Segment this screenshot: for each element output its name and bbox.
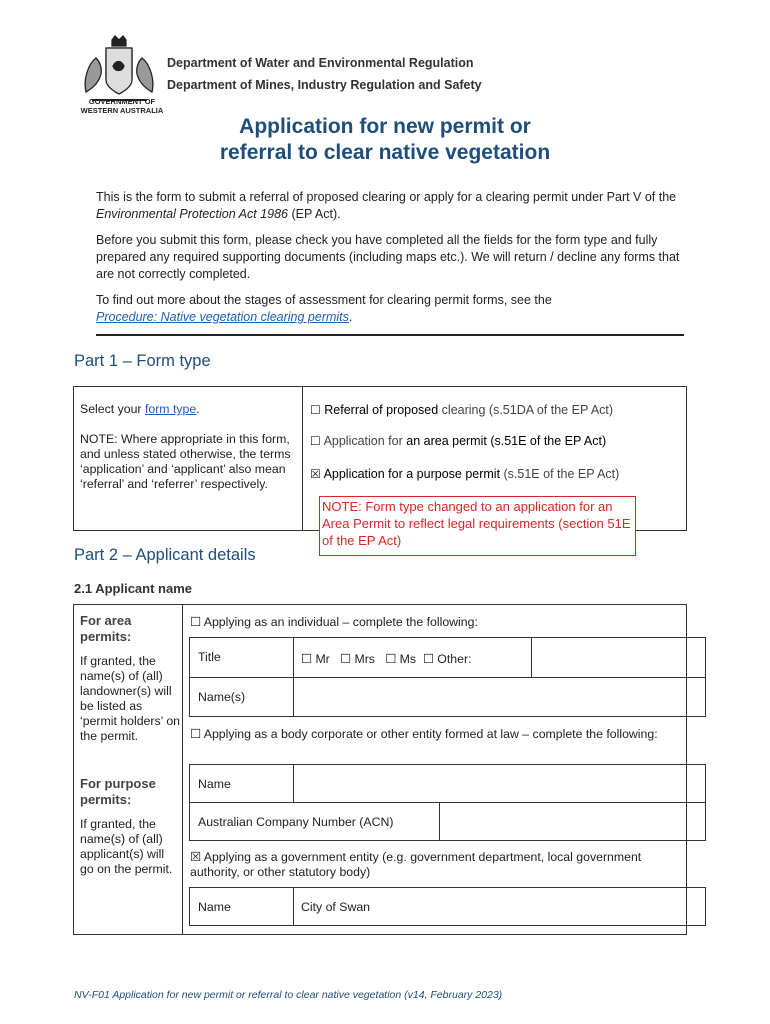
intro-paragraph-1: This is the form to submit a referral of proposed clearing or apply for a clearing permit under Part V of the Environmental Protection Act 1986 (EP Act).	[96, 190, 677, 221]
acn-input[interactable]	[441, 803, 705, 840]
col-line	[531, 637, 532, 677]
option-area-permit[interactable]: ☐ Application for an area permit (s.51E of the EP Act)	[310, 434, 607, 448]
names-input[interactable]	[295, 678, 705, 716]
procedure-link[interactable]: Procedure: Native vegetation clearing permits	[96, 310, 349, 324]
table-divider	[302, 386, 303, 531]
area-permits-text: If granted, the name(s) of (all) landowner(s) will be listed as ‘permit holders’ on the permit.	[80, 654, 181, 743]
form-type-link[interactable]: form type	[144, 402, 197, 416]
intro-paragraph-2: Before you submit this form, please check you have completed all the fields for the form type and fully prepared any required supporting documents (including maps etc.). We will return / decline any forms that are not correctly completed.	[96, 233, 680, 281]
applicant-name-heading: 2.1 Applicant name	[74, 581, 192, 596]
individual-option[interactable]: ☐ Applying as an individual – complete the following:	[190, 615, 478, 629]
body-corporate-option[interactable]: ☐ Applying as a body corporate or other entity formed at law – complete the following:	[190, 727, 658, 741]
government-table	[189, 887, 706, 926]
gov-name-value[interactable]: City of Swan	[301, 900, 371, 914]
option-purpose-permit[interactable]: ☒ Application for a purpose permit (s.51E of the EP Act)	[310, 467, 620, 481]
col-line	[293, 887, 294, 926]
area-permits-heading: For area permits:	[80, 613, 132, 644]
col-line	[439, 802, 440, 841]
department-name-2: Department of Mines, Industry Regulation and Safety	[167, 78, 482, 92]
government-label: GOVERNMENT OF WESTERN AUSTRALIA	[80, 97, 164, 115]
title-label: Title	[198, 650, 221, 664]
department-name-1: Department of Water and Environmental Regulation	[167, 56, 474, 70]
name-label: Name	[198, 777, 231, 791]
names-label: Name(s)	[198, 690, 246, 704]
part1-heading: Part 1 – Form type	[74, 352, 211, 370]
gov-name-label: Name	[198, 900, 231, 914]
col-line	[293, 637, 294, 717]
footer-text: NV-F01 Application for new permit or referral to clear native vegetation (v14, February 2023)	[74, 989, 503, 1001]
divider	[96, 334, 684, 336]
body-name-input[interactable]	[295, 765, 705, 801]
page-title: Application for new permit or referral to clear native vegetation	[219, 115, 551, 164]
government-option[interactable]: ☒ Applying as a government entity (e.g. government department, local government authority, or other statutory body)	[190, 850, 642, 879]
col-line	[293, 764, 294, 802]
form-type-note: NOTE: Where appropriate in this form, and unless stated otherwise, the terms ‘application’ and ‘applicant’ also mean ‘referral’ and ‘referrer’ respectively.	[80, 432, 291, 491]
select-form-type-text: Select your form type.	[80, 402, 200, 416]
option-referral[interactable]: ☐ Referral of proposed clearing (s.51DA of the EP Act)	[310, 403, 614, 417]
title-options[interactable]: ☐ Mr ☐ Mrs ☐ Ms ☐ Other:	[301, 652, 472, 666]
other-title-input[interactable]	[533, 638, 705, 676]
acn-label: Australian Company Number (ACN)	[198, 815, 394, 829]
intro-paragraph-3: To find out more about the stages of assessment for clearing permit forms, see the Procedure: Native vegetation clearing permits.	[96, 293, 552, 324]
applicant-divider	[182, 604, 183, 935]
part2-heading: Part 2 – Applicant details	[74, 546, 256, 564]
purpose-permits-text: If granted, the name(s) of (all) applicant(s) will go on the permit.	[80, 817, 173, 876]
annotation-note: NOTE: Form type changed to an application for an Area Permit to reflect legal requirements (section 51E of the EP Act)	[319, 496, 636, 556]
purpose-permits-heading: For purpose permits:	[80, 776, 156, 807]
